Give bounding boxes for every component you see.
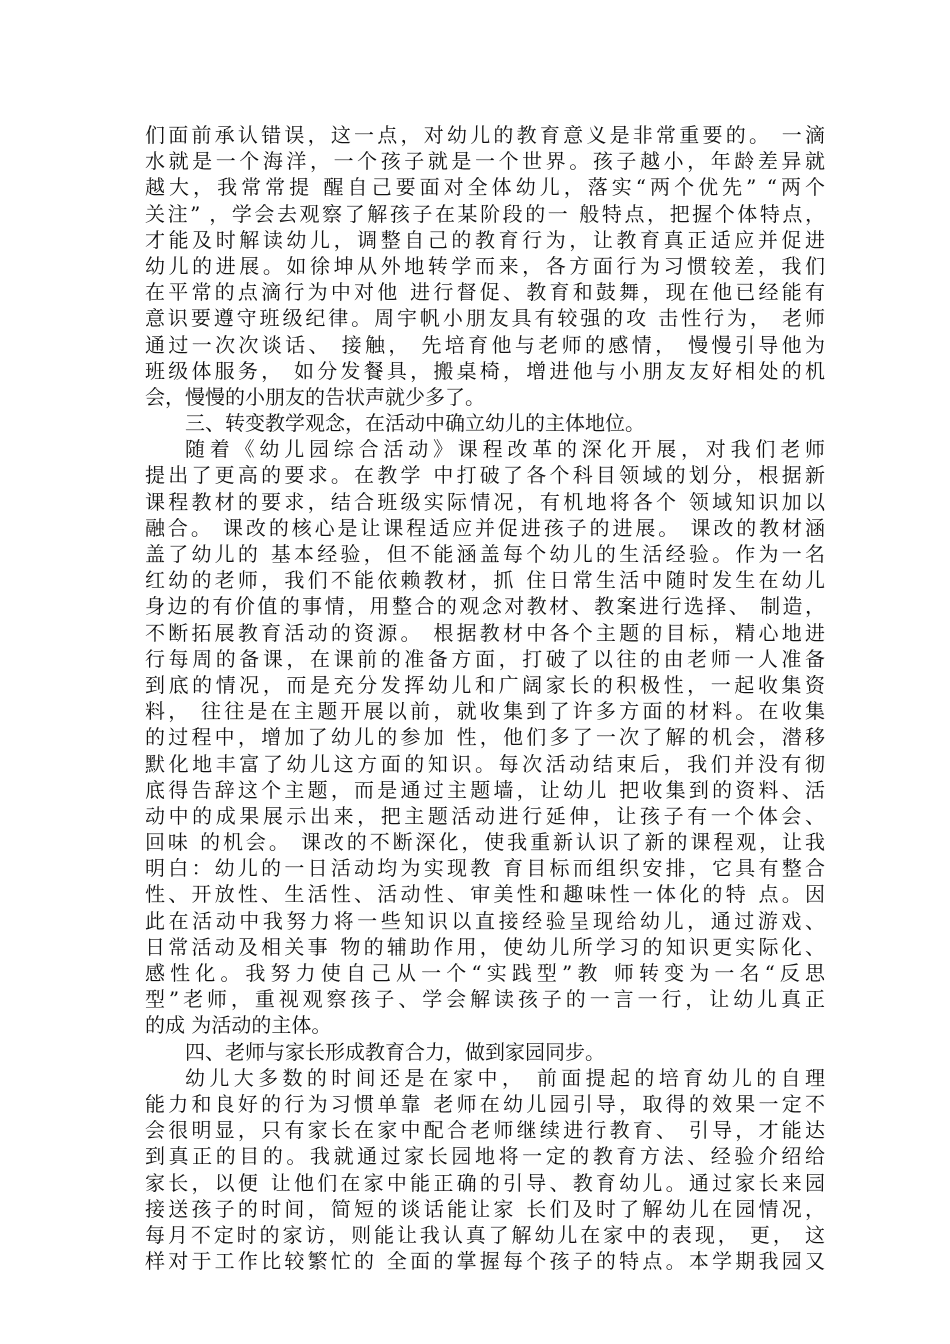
- text-line: 料， 往往是在主题开展以前，就收集到了许多方面的材料。在收集: [145, 699, 825, 724]
- text-line: 意识要遵守班级纪律。周宇帆小朋友具有较强的攻 击性行为， 老师: [145, 306, 825, 331]
- text-line: 到底的情况，而是充分发挥幼儿和广阔家长的积极性，一起收集资: [145, 672, 825, 697]
- text-line: 提出了更高的要求。在教学 中打破了各个科目领域的划分，根据新: [145, 463, 825, 488]
- text-line: 班级体服务， 如分发餐具，搬桌椅，增进他与小朋友友好相处的机: [145, 358, 825, 383]
- text-line: 越大，我常常提 醒自己要面对全体幼儿，落实“两个优先” “两个: [145, 175, 825, 200]
- text-line: 底得告辞这个主题，而是通过主题墙，让幼儿 把收集到的资料、活: [145, 777, 825, 802]
- text-line: 回味 的机会。 课改的不断深化，使我重新认识了新的课程观，让我: [145, 830, 825, 855]
- text-line: 在平常的点滴行为中对他 进行督促、教育和鼓舞，现在他已经能有: [145, 280, 825, 305]
- text-line: 明白：幼儿的一日活动均为实现教 育目标而组织安排，它具有整合: [145, 856, 825, 881]
- document-body: [145, 122, 825, 1274]
- text-line: 默化地丰富了幼儿这方面的知识。每次活动结束后，我们并没有彻: [145, 751, 825, 776]
- text-line: 接送孩子的时间，简短的谈话能让家 长们及时了解幼儿在园情况，: [145, 1196, 825, 1221]
- text-line: 盖了幼儿的 基本经验，但不能涵盖每个幼儿的生活经验。作为一名: [145, 542, 825, 566]
- text-line: 身边的有价值的事情，用整合的观念对教材、教案进行选择、 制造，: [145, 594, 825, 619]
- text-line: 到真正的目的。我就通过家长园地将一定的教育方法、经验介绍给: [145, 1144, 825, 1169]
- text-line: 幼儿大多数的时间还是在家中， 前面提起的培育幼儿的自理: [185, 1065, 825, 1090]
- text-line: 感性化。我努力使自己从一个“实践型”教 师转变为一名“反思: [145, 961, 825, 985]
- text-line: 家长，以便 让他们在家中能正确的引导、教育幼儿。通过家长来园: [145, 1170, 825, 1195]
- text-line: 三、转变教学观念，在活动中确立幼儿的主体地位。: [185, 411, 645, 436]
- text-line: 性、开放性、生活性、活动性、审美性和趣味性一体化的特 点。因: [145, 882, 825, 907]
- text-line: 关注” ，学会去观察了解孩子在某阶段的一 般特点，把握个体特点，: [145, 201, 825, 226]
- text-line: 红幼的老师，我们不能依赖教材，抓 住日常生活中随时发生在幼儿: [145, 568, 825, 593]
- text-line: 才能及时解读幼儿，调整自己的教育行为，让教育真正适应并促进: [145, 227, 825, 252]
- text-line: 行每周的备课，在课前的准备方面，打破了以往的由老师一人准备: [145, 646, 825, 671]
- text-line: 们面前承认错误，这一点，对幼儿的教育意义是非常重要的。 一滴: [145, 123, 825, 147]
- text-line: 通过一次次谈话、 接触， 先培育他与老师的感情， 慢慢引导他为: [145, 332, 825, 357]
- text-line: 课程教材的要求，结合班级实际情况，有机地将各个 领域知识加以: [145, 489, 825, 514]
- text-line: 水就是一个海洋，一个孩子就是一个世界。孩子越小，年龄差异就: [145, 149, 825, 174]
- text-line: 会很明显，只有家长在家中配合老师继续进行教育、 引导，才能达: [145, 1118, 825, 1143]
- text-line: 每月不定时的家访，则能让我认真了解幼儿在家中的表现， 更， 这: [145, 1222, 825, 1247]
- text-line: 能力和良好的行为习惯单靠 老师在幼儿园引导，取得的效果一定不: [145, 1091, 825, 1116]
- text-line: 此在活动中我努力将一些知识以直接经验呈现给幼儿，通过游戏、: [145, 908, 825, 933]
- text-line: 日常活动及相关事 物的辅助作用，使幼儿所学习的知识更实际化、: [145, 934, 825, 959]
- text-line: 的过程中，增加了幼儿的参加 性，他们多了一次了解的机会，潜移: [145, 725, 825, 750]
- text-line: 样对于工作比较繁忙的 全面的掌握每个孩子的特点。本学期我园又: [145, 1249, 825, 1274]
- text-line: 动中的成果展示出来，把主题活动进行延伸，让孩子有一个体会、: [145, 803, 825, 828]
- text-line: 会，慢慢的小朋友的告状声就少多了。: [145, 384, 485, 409]
- text-line: 不断拓展教育活动的资源。 根据教材中各个主题的目标，精心地进: [145, 620, 825, 645]
- text-line: 融合。 课改的核心是让课程适应并促进孩子的进展。 课改的教材涵: [145, 515, 825, 540]
- text-line: 幼儿的进展。如徐坤从外地转学而来，各方面行为习惯较差，我们: [145, 253, 825, 278]
- text-line: 四、老师与家长形成教育合力，做到家园同步。: [185, 1039, 605, 1064]
- text-line: 随着《幼儿园综合活动》课程改革的深化开展，对我们老师: [185, 437, 825, 462]
- text-line: 型”老师，重视观察孩子、学会解读孩子的一言一行，让幼儿真正: [145, 987, 825, 1012]
- text-line: 的成 为活动的主体。: [145, 1013, 332, 1038]
